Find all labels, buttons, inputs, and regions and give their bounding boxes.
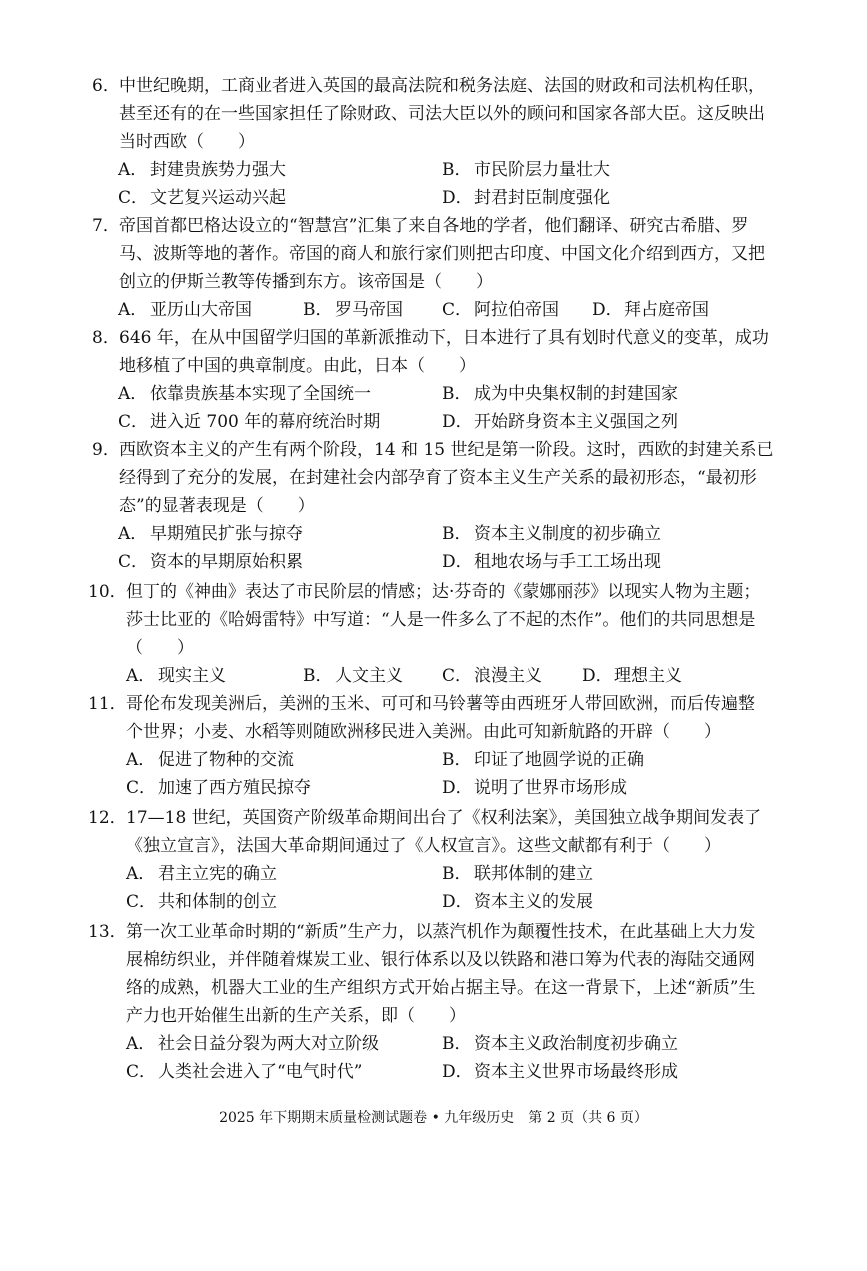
question-text-line: 经得到了充分的发展，在封建社会内部孕育了资本主义生产关系的最初形态，“最初形 [119,468,757,488]
question-text-line: 态”的显著表现是（ ） [119,496,315,516]
option-d: D．理想主义 [582,666,682,686]
option-d: D．拜占庭帝国 [592,300,709,320]
option-c: C． 阿拉伯帝国 [442,300,559,320]
question-text-line: 哥伦布发现美洲后，美洲的玉米、可可和马铃薯等由西班牙人带回欧洲，而后传遍整 [126,694,755,714]
option-d: D．资本主义的发展 [442,892,593,912]
option-a: A． 社会日益分裂为两大对立阶级 [126,1034,379,1054]
option-c: C． 人类社会进入了“电气时代” [126,1062,363,1082]
option-b: B． 资本主义制度的初步确立 [442,524,661,544]
question-text-line: 帝国首都巴格达设立的“智慧宫”汇集了来自各地的学者，他们翻译、研究古希腊、罗 [119,216,749,236]
option-b: B． 资本主义政治制度初步确立 [442,1034,678,1054]
option-c: C． 共和体制的创立 [126,892,277,912]
option-b: B． 成为中央集权制的封建国家 [442,384,678,404]
option-a: A． 促进了物种的交流 [126,750,294,770]
option-d: D．租地农场与手工工场出现 [442,552,661,572]
question-text-line: 甚至还有的在一些国家担任了除财政、司法大臣以外的顾问和国家各部大臣。这反映出 [119,104,765,124]
question-number: 7． [92,216,120,236]
option-c: C． 资本的早期原始积累 [118,552,303,572]
question-text-line: 17—18 世纪，英国资产阶级革命期间出台了《权利法案》，美国独立战争期间发表了 [126,808,762,828]
question-text-line: 但丁的《神曲》表达了市民阶层的情感；达·芬奇的《蒙娜丽莎》以现实人物为主题； [126,582,761,602]
page-footer: 2025 年下期期末质量检测试题卷 • 九年级历史 第 2 页（共 6 页） [219,1110,648,1126]
option-a: A． 现实主义 [126,666,226,686]
option-a: A． 早期殖民扩张与掠夺 [118,524,303,544]
question-number: 12． [88,808,127,828]
option-b: B． 罗马帝国 [303,300,403,320]
question-text-line: 创立的伊斯兰教等传播到东方。该帝国是（ ） [119,272,493,292]
option-c: C． 文艺复兴运动兴起 [118,188,286,208]
question-number: 8． [92,328,120,348]
option-a: A． 亚历山大帝国 [118,300,252,320]
question-number: 9． [92,440,120,460]
question-text-line: 个世界；小麦、水稻等则随欧洲移民进入美洲。由此可知新航路的开辟（ ） [126,722,721,742]
question-text-line: 西欧资本主义的产生有两个阶段，14 和 15 世纪是第一阶段。这时，西欧的封建关系已 [119,440,774,460]
question-text-line: （ ） [126,638,194,658]
option-d: D．开始跻身资本主义强国之列 [442,412,678,432]
option-b: B． 市民阶层力量壮大 [442,160,610,180]
question-number: 10． [88,582,127,602]
question-text-line: 《独立宣言》，法国大革命期间通过了《人权宣言》。这些文献都有利于（ ） [126,836,721,856]
option-a: A． 封建贵族势力强大 [118,160,286,180]
option-b: B． 联邦体制的建立 [442,864,593,884]
question-text-line: 中世纪晚期，工商业者进入英国的最高法院和税务法庭、法国的财政和司法机构任职， [119,76,765,96]
option-d: D．说明了世界市场形成 [442,778,627,798]
option-b: B． 人文主义 [303,666,403,686]
question-text-line: 第一次工业革命时期的“新质”生产力，以蒸汽机作为颠覆性技术，在此基础上大力发 [126,922,756,942]
option-b: B． 印证了地圆学说的正确 [442,750,644,770]
option-c: C． 加速了西方殖民掠夺 [126,778,311,798]
question-text-line: 展棉纺织业，并伴随着煤炭工业、银行体系以及以铁路和港口筹为代表的海陆交通网 [126,950,755,970]
option-c: C． 浪漫主义 [442,666,542,686]
question-text-line: 当时西欧（ ） [119,132,255,152]
question-text-line: 产力也开始催生出新的生产关系，即（ ） [126,1006,466,1026]
question-text-line: 646 年，在从中国留学归国的革新派推动下，日本进行了具有划时代意义的变革，成功 [119,328,769,348]
option-d: D．资本主义世界市场最终形成 [442,1062,678,1082]
question-text-line: 莎士比亚的《哈姆雷特》中写道：“人是一件多么了不起的杰作”。他们的共同思想是 [126,610,756,630]
question-number: 6． [92,76,120,96]
option-d: D．封君封臣制度强化 [442,188,610,208]
question-text-line: 地移植了中国的典章制度。由此，日本（ ） [119,356,476,376]
question-text-line: 马、波斯等地的著作。帝国的商人和旅行家们则把古印度、中国文化介绍到西方，又把 [119,244,765,264]
option-a: A． 依靠贵族基本实现了全国统一 [118,384,371,404]
question-number: 11． [88,694,127,714]
option-c: C． 进入近 700 年的幕府统治时期 [118,412,381,432]
question-text-line: 络的成熟，机器大工业的生产组织方式开始占据主导。在这一背景下，上述“新质”生 [126,978,756,998]
question-number: 13． [88,922,127,942]
option-a: A． 君主立宪的确立 [126,864,277,884]
